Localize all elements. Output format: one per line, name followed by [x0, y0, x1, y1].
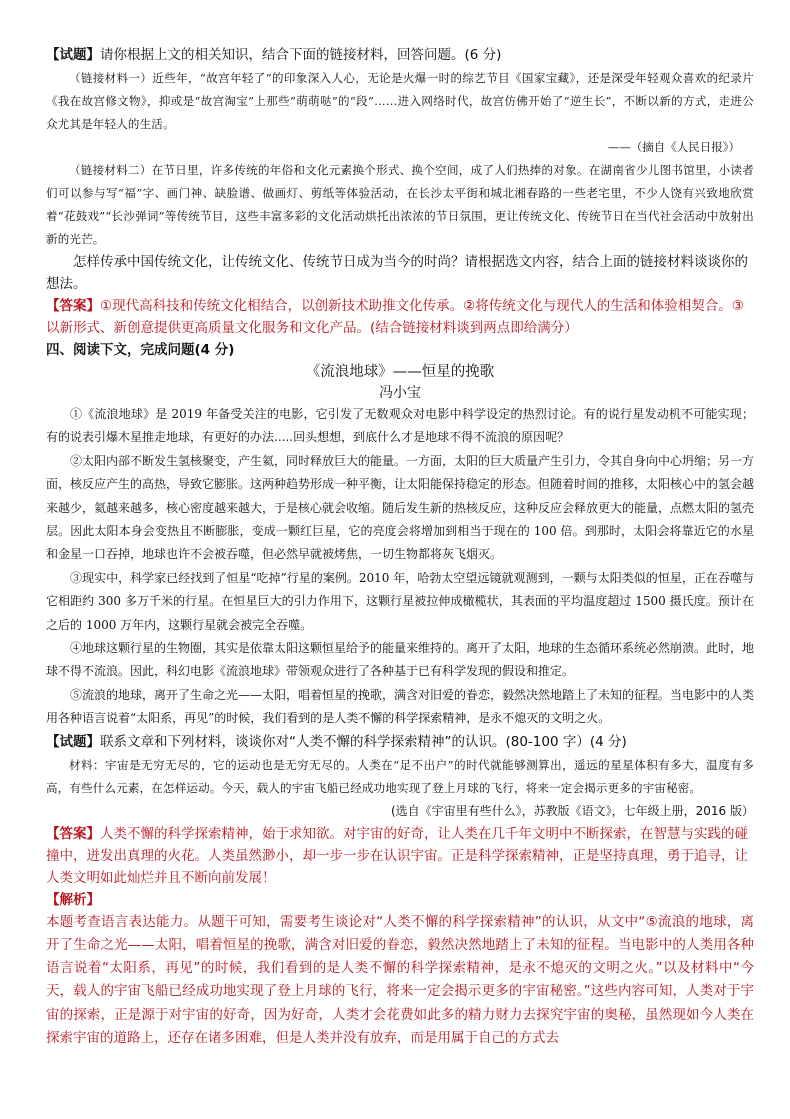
analysis-text: 本题考查语言表达能力。从题干可知，需要考生谈论对“人类不懈的科学探索精神”的认识，从文中“⑤流浪的地球，离开了生命之光——太阳，唱着恒星的挽歌，满含对旧爱的眷恋，毅然决然地踏上了未知的征程。当电影中的人类用各种语言说着“太阳系，再见”的时候，我们看到的是人类不懈的科学探索精神，是永不熄灭的文明之火。”以及材料中“今天，载人的宇宙飞船已经成功地实现了登上月球的飞行，将来一定会揭示更多的宇宙秘密。”这些内容可知，人类对于宇宙的探索，正是源于对宇宙的好奇，因为好奇，人类才会花费如此多的精力财力去探究宇宙的奥秘，虽然现如今人类在探索宇宙的道路上，还存在诸多困难，但是人类并没有放弃，而是用属于自己的方式去 — [46, 913, 754, 1046]
material-source: (选自《宇宙里有些什么》，苏教版《语文》，七年级上册，2016 版） — [390, 803, 754, 818]
question-tag: 【试题】 — [46, 733, 100, 750]
link-material-1: （链接材料一）近些年，“故宫年轻了”的印象深入人心，无论是火爆一时的综艺节目《国家宝藏》，还是深受年轻观众喜欢的纪录片《我在故宫修文物》，抑或是“故宫淘宝”上那些“萌萌哒”的“段”……进入网络时代，故宫仿佛开始了“逆生长”，不断以新的方式，走进公众尤其是年轻人的生活。 — [46, 71, 754, 131]
analysis-tag-label: 【解析】 — [46, 891, 100, 908]
article-paragraph: ⑤流浪的地球，离开了生命之光——太阳，唱着恒星的挽歌，满含对旧爱的眷恋，毅然决然地踏上了未知的征程。当电影中的人类用各种语言说着“太阳系，再见”的时候，我们看到的是人类不懈的科学探索精神，是永不熄灭的文明之火。 — [46, 687, 755, 726]
question-1-prompt — [46, 44, 754, 67]
answer-1 — [46, 295, 754, 339]
question-2-material: 材料：宇宙是无穷无尽的，它的运动也是无穷无尽的。人类在“足不出户”的时代就能够测算出，遥远的星星体积有多大，温度有多高，有些什么元素，在怎样运动。今天，载人的宇宙飞船已经成功地实现了登上月球的飞行，将来一定会揭示更多的宇宙秘密。 — [46, 757, 754, 795]
question-1-ask: 怎样传承中国传统文化，让传统文化、传统节日成为当今的时尚？请根据选文内容，结合上面的链接材料谈谈你的想法。 — [46, 254, 748, 292]
answer-tag: 【答案】 — [46, 298, 100, 314]
question-text: 请你根据上文的相关知识，结合下面的链接材料，回答问题。(6 分) — [100, 47, 502, 63]
answer-tag: 【答案】 — [46, 825, 100, 842]
article-author: 冯小宝 — [379, 385, 421, 401]
article-title: 《流浪地球》——恒星的挽歌 — [305, 364, 495, 380]
link-material-2: （链接材料二）在节日里，许多传统的年俗和文化元素换个形式、换个空间，成了人们热捧的对象。在湖南省少儿图书馆里，小读者们可以参与写“福”字、画门神、缺脸谱、做画灯、剪纸等体验活动，在长沙太平街和城北湘春路的一些老宅里，不少人饶有兴致地欣赏着“花鼓戏”“长沙弹词”等传统节目，这些丰富多彩的文化活动烘托出浓浓的节日氛围，更让传统文化、传统节日在当代社会活动中放射出新的光芒。 — [46, 163, 754, 246]
article-paragraph: ④地球这颗行星的生物圈，其实是依靠太阳这颗恒星给予的能量来维持的。离开了太阳，地球的生态循环系统必然崩溃。此时，地球不得不流浪。因此，科幻电影《流浪地球》带领观众进行了各种基于已有科学发现的假设和推定。 — [46, 641, 755, 679]
material-1-source: ——（摘自《人民日报》） — [607, 140, 740, 154]
question-tag: 【试题】 — [46, 47, 100, 63]
article-paragraph: ③现实中，科学家已经找到了恒星“吃掉”行星的案例。2010 年，哈勃太空望远镜就观测到，一颗与太阳类似的恒星，正在吞噬与它相距约 300 多万千米的行星。在恒星巨大的引力作用下，这颗行星被拉伸成橄榄状，其表面的平均温度超过 1500 摄氏度。预计在之后的 1000 万年内，这颗行星就会被完全吞噬。 — [46, 570, 754, 632]
answer-text: ①现代高科技和传统文化相结合，以创新技术助推文化传承。②将传统文化与现代人的生活和体验相契合。③以新形式、新创意提供更高质量文化服务和文化产品。(结合链接材料谈到两点即给满分） — [46, 298, 744, 336]
question-text: 联系文章和下列材料，谈谈你对“人类不懈的科学探索精神”的认识。(80-100 字）(4 分) — [100, 733, 627, 750]
article-paragraph: ①《流浪地球》是 2019 年备受关注的电影，它引发了无数观众对电影中科学设定的热烈讨论。有的说行星发动机不可能实现；有的说表引爆木星推走地球，有更好的办法.....回头想想，到底什么才是地球不得不流浪的原因呢？ — [46, 407, 754, 445]
question-2-prompt — [46, 731, 754, 754]
exam-page — [46, 44, 754, 1050]
answer-2 — [46, 823, 754, 889]
analysis-tag — [46, 889, 754, 911]
section-heading: 四、阅读下文，完成问题(4 分) — [46, 342, 235, 358]
answer-text: 人类不懈的科学探索精神，始于求知欲。对宇宙的好奇，让人类在几千年文明中不断探索，在智慧与实践的碰撞中，迸发出真理的火花。人类虽然渺小，却一步一步在认识宇宙。正是科学探索精神，正是坚持真理，勇于追寻，让人类文明如此灿烂并且不断向前发展！ — [46, 825, 748, 886]
article-paragraph: ②太阳内部不断发生氢核聚变，产生氦，同时释放巨大的能量。一方面，太阳的巨大质量产生引力，令其自身向中心坍缩；另一方面，核反应产生的高热，导致它膨胀。这两种趋势形成一种平衡，让太阳能保持稳定的形态。但随着时间的推移，太阳核心中的氢会越来越少，氦越来越多，核心密度越来越大，于是核心就会收缩。随后发生新的热核反应，这种反应会释放更大的能量，点燃太阳的氢壳层。因此太阳本身会变热且不断膨胀，变成一颗红巨星，它的亮度会将增加到相当于现在的 100 倍。到那时，太阳会将靠近它的水星和金星一口吞掉，地球也许不会被吞噬，但必然早就被烤焦，一切生物都将灰飞烟灭。 — [46, 453, 755, 562]
